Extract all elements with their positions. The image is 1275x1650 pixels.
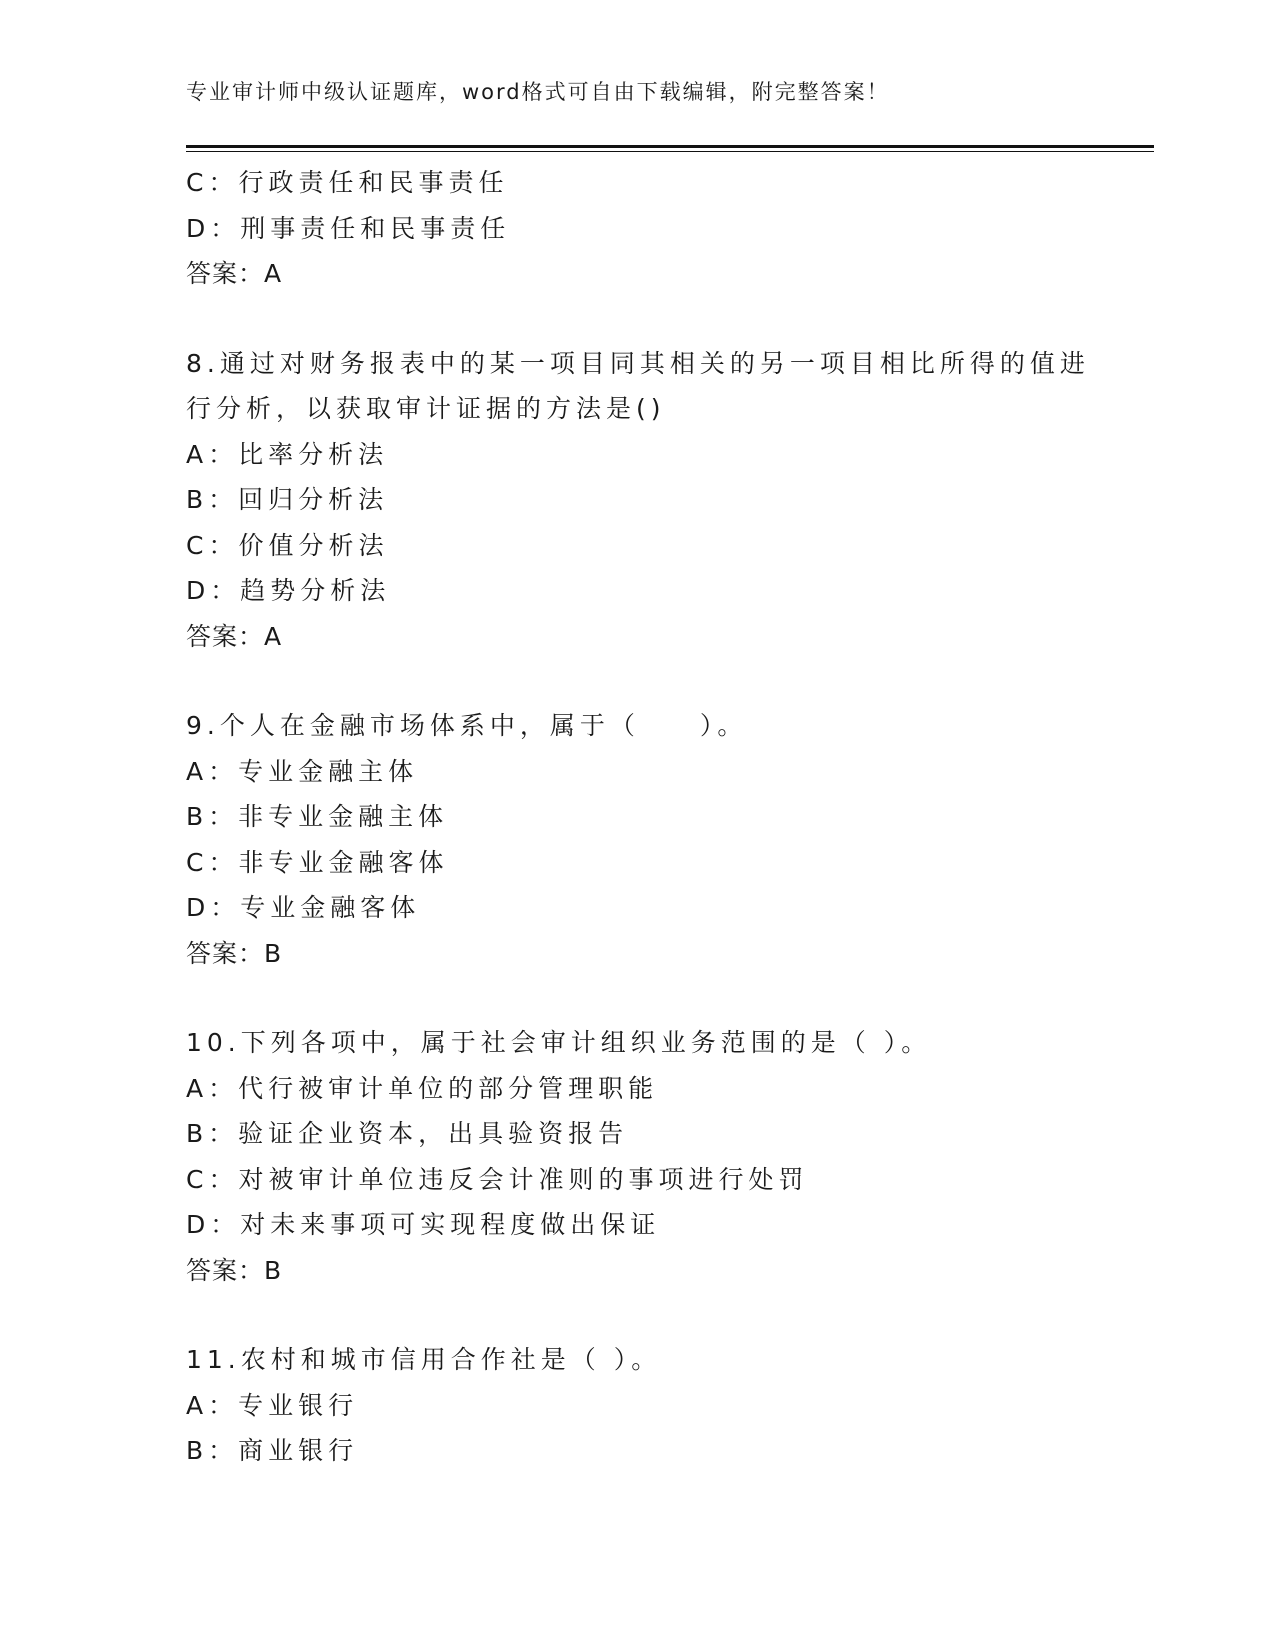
answer: 答案：B (186, 1255, 283, 1285)
question-list (186, 160, 1090, 1474)
answer: 答案：B (186, 938, 283, 968)
question-11 (186, 1337, 1086, 1474)
option-a: A：代行被审计单位的部分管理职能 (186, 1073, 659, 1103)
question-9 (186, 703, 1086, 976)
question-text: 10.下列各项中，属于社会审计组织业务范围的是（ ）。 (186, 1028, 932, 1057)
option-a: A：比率分析法 (186, 439, 389, 469)
option-b: B：非专业金融主体 (186, 802, 449, 831)
option-a: A：专业金融主体 (186, 756, 419, 786)
option-c: C：对被审计单位违反会计准则的事项进行处罚 (186, 1164, 809, 1194)
question-text: 9.个人在金融市场体系中，属于（ ）。 (186, 711, 748, 740)
option-b: B：回归分析法 (186, 485, 389, 514)
question-7 (186, 160, 1086, 297)
question-text: 11.农村和城市信用合作社是（ ）。 (186, 1345, 662, 1374)
question-8 (186, 341, 1090, 660)
option-b: B：商业银行 (186, 1436, 359, 1465)
option-b: B：验证企业资本，出具验资报告 (186, 1119, 629, 1148)
option-c: C：非专业金融客体 (186, 847, 449, 877)
option-a: A：专业银行 (186, 1390, 359, 1420)
answer: 答案：A (186, 621, 283, 651)
option-d: D：刑事责任和民事责任 (186, 213, 511, 243)
option-c: C：价值分析法 (186, 530, 389, 560)
option-d: D：趋势分析法 (186, 576, 391, 605)
option-d: D：专业金融客体 (186, 893, 421, 922)
answer: 答案：A (186, 259, 283, 288)
page-header: 专业审计师中级认证题库，word格式可自由下载编辑，附完整答案！ (186, 80, 890, 104)
option-d: D：对未来事项可实现程度做出保证 (186, 1210, 661, 1239)
option-c: C：行政责任和民事责任 (186, 168, 509, 197)
question-text-line-1: 8.通过对财务报表中的某一项目同其相关的另一项目相比所得的值进 (186, 348, 1090, 378)
header-rule-thin (186, 151, 1154, 152)
question-text-line-2: 行分析，以获取审计证据的方法是() (186, 394, 666, 423)
header-rule-thick (186, 145, 1154, 148)
question-10 (186, 1020, 1086, 1293)
